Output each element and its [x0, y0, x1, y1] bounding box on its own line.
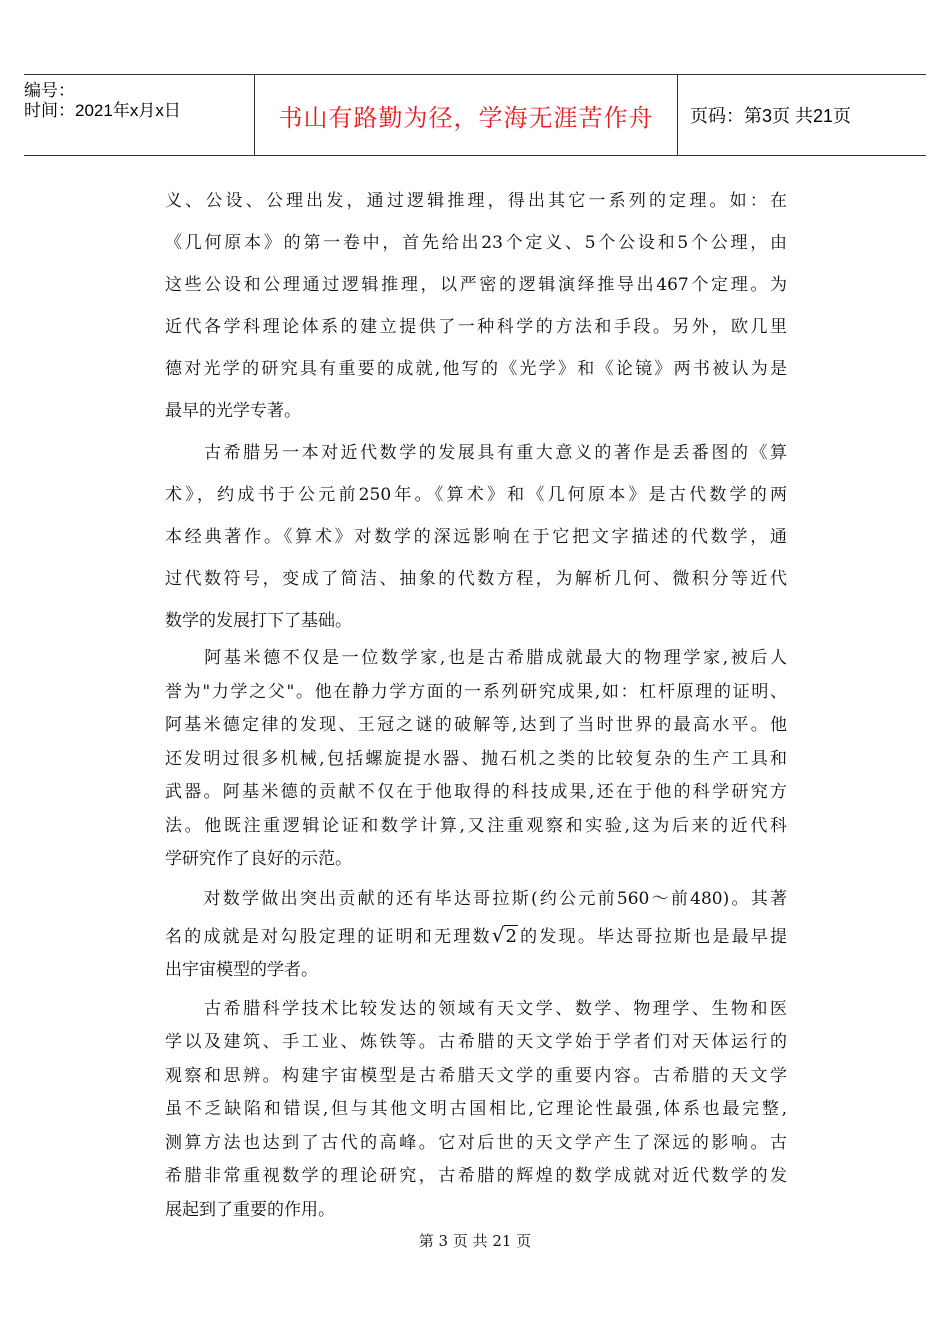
text-line: 学研究作了良好的示范。 [165, 849, 352, 869]
document-body [165, 180, 787, 1227]
paragraph [165, 883, 787, 987]
document-time-label: 时间：2021年x月x日 [24, 101, 181, 120]
text-line: 过代数符号，变成了简洁、抽象的代数方程，为解析几何、微积分等近代 [165, 569, 787, 589]
text-line: 近代各学科理论体系的建立提供了一种科学的方法和手段。另外，欧几里 [165, 317, 787, 337]
text-line: 法。他既注重逻辑论证和数学计算,又注重观察和实验,这为后来的近代科 [165, 815, 787, 836]
header-motto: 书山有路勤为径，学海无涯苦作舟 [254, 75, 678, 155]
text-line: 展起到了重要的作用。 [165, 1199, 335, 1220]
text-fragment: 名的成就是对勾股定理的证明和无理数 [165, 926, 492, 947]
text-line: 术》，约成书于公元前250年。《算术》和《几何原本》是古代数学的两 [165, 485, 787, 505]
header-page-info: 页码：第3页 共21页 [690, 106, 852, 126]
text-line: 虽不乏缺陷和错误,但与其他文明古国相比,它理论性最强,体系也最完整, [165, 1099, 787, 1119]
text-line: 出宇宙模型的学者。 [165, 959, 318, 980]
text-fragment: 的发现。毕达哥拉斯也是最早提 [517, 926, 788, 947]
text-line: 测算方法也达到了古代的高峰。它对后世的天文学产生了深远的影响。古 [165, 1132, 787, 1153]
text-line: 学以及建筑、手工业、炼铁等。古希腊的天文学始于学者们对天体运行的 [165, 1032, 787, 1052]
document-number-label: 编号： [24, 81, 75, 100]
radicand: 2 [505, 925, 517, 947]
text-line: 这些公设和公理通过逻辑推理，以严密的逻辑演绎推导出467个定理。为 [165, 275, 787, 295]
page-footer: 第 3 页 共 21 页 [418, 1232, 532, 1250]
text-line: 本经典著作。《算术》对数学的深远影响在于它把文字描述的代数学，通 [165, 527, 787, 547]
text-line: 武器。阿基米德的贡献不仅在于他取得的科技成果,还在于他的科学研究方 [165, 782, 787, 802]
page-header [24, 74, 926, 156]
text-line: 德对光学的研究具有重要的成就,他写的《光学》和《论镜》两书被认为是 [165, 359, 787, 379]
text-line: 最早的光学专著。 [165, 401, 301, 421]
text-line: 观察和思辨。构建宇宙模型是古希腊天文学的重要内容。古希腊的天文学 [165, 1065, 787, 1086]
text-line: 古希腊另一本对近代数学的发展具有重大意义的著作是丢番图的《算 [165, 443, 787, 463]
text-line: 希腊非常重视数学的理论研究，古希腊的辉煌的数学成就对近代数学的发 [165, 1166, 787, 1186]
paragraph [165, 642, 787, 877]
paragraph [165, 993, 787, 1228]
text-line: 阿基米德不仅是一位数学家,也是古希腊成就最大的物理学家,被后人 [165, 648, 787, 668]
text-line: 对数学做出突出贡献的还有毕达哥拉斯(约公元前560～前480)。其著 [165, 888, 787, 909]
text-line-with-formula [165, 916, 787, 954]
text-line: 数学的发展打下了基础。 [165, 611, 352, 631]
text-line: 古希腊科学技术比较发达的领域有天文学、数学、物理学、生物和医 [165, 998, 787, 1019]
paragraph [165, 432, 787, 642]
text-line: 《几何原本》的第一卷中，首先给出23个定义、5个公设和5个公理，由 [165, 233, 787, 253]
text-line: 阿基米德定律的发现、王冠之谜的破解等,达到了当时世界的最高水平。他 [165, 715, 787, 735]
header-meta [24, 75, 254, 155]
radical-sign-icon: √ [491, 922, 505, 947]
text-line: 义、公设、公理出发，通过逻辑推理，得出其它一系列的定理。如：在 [165, 191, 787, 211]
square-root-formula [492, 916, 518, 956]
text-line: 还发明过很多机械,包括螺旋提水器、抛石机之类的比较复杂的生产工具和 [165, 748, 787, 769]
text-line: 誉为"力学之父"。他在静力学方面的一系列研究成果,如：杠杆原理的证明、 [165, 681, 787, 702]
paragraph [165, 180, 787, 432]
